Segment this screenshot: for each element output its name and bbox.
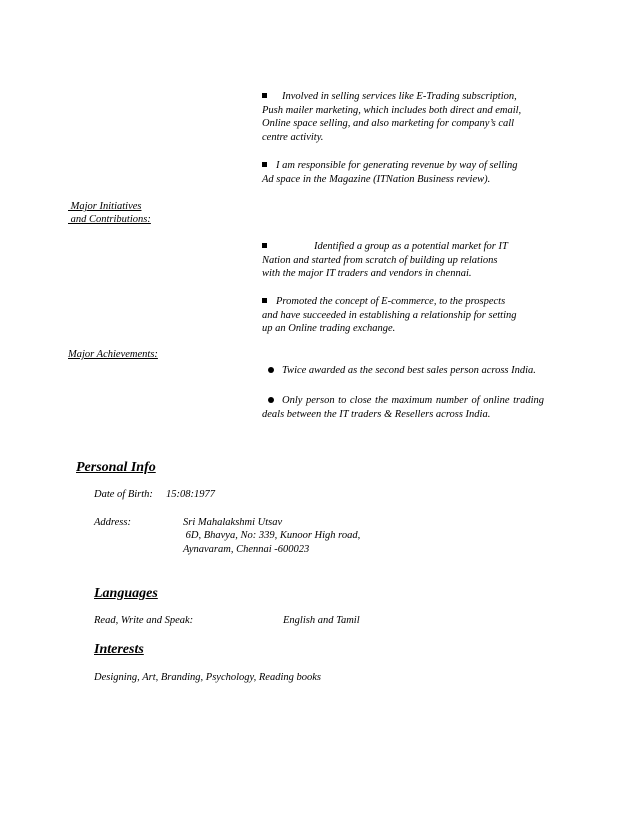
initiative-2-line-3: up an Online trading exchange. [262,323,396,334]
interests-heading: Interests [94,642,144,657]
initiative-2-line-2: and have succeeded in establishing a relationship for setting [262,309,517,321]
duty-1-line-1: Involved in selling services like E-Trading subscription, [282,91,517,102]
languages-label: Read, Write and Speak: [94,615,194,626]
bullet-dot-icon [268,367,274,373]
dob-value: 15:08:1977 [166,489,215,500]
bullet-square-icon [262,298,267,303]
initiative-2-line-1: Promoted the concept of E-commerce, to the prospects [276,296,506,307]
duty-1-line-2: Push mailer marketing, which includes both direct and email, [262,104,522,116]
initiative-1-line-2: Nation and started from scratch of building up relations [262,254,498,266]
duty-2-line-1: I am responsible for generating revenue by way of selling [276,160,518,171]
initiatives-label-line-2: and Contributions: [68,214,151,225]
duty-item-1 [262,90,548,144]
achievement-2-text: Only person to close the maximum number of online trading deals between the IT traders & Resellers across India. [262,395,544,420]
bullet-square-icon [262,93,267,98]
languages-value: English and Tamil [283,615,360,626]
initiative-item-1 [262,240,548,281]
duty-1-line-4: centre activity. [262,131,324,143]
address-label: Address: [94,517,131,528]
initiative-1-line-3: with the major IT traders and vendors in chennai. [262,268,472,279]
bullet-square-icon [262,162,267,167]
address-line-2: 6D, Bhavya, No: 339, Kunoor High road, [183,530,361,541]
dob-label: Date of Birth: [94,489,153,500]
bullet-square-icon [262,243,267,248]
address-line-3: Aynavaram, Chennai -600023 [183,544,310,555]
personal-info-heading: Personal Info [76,460,156,475]
languages-heading: Languages [94,586,158,601]
duty-item-2 [262,159,548,186]
achievement-item-1 [262,364,544,378]
achievements-label: Major Achievements: [68,349,158,360]
duty-1-line-3: Online space selling, and also marketing for company’s call [262,118,515,129]
initiatives-label-line-1: Major Initiatives [68,201,142,212]
achievement-item-2 [262,394,544,421]
initiative-1-line-1: Identified a group as a potential market for IT [314,241,508,252]
initiative-item-2 [262,295,548,336]
interests-value: Designing, Art, Branding, Psychology, Reading books [94,672,321,683]
bullet-dot-icon [268,397,274,403]
achievement-1-text: Twice awarded as the second best sales person across India. [282,365,536,376]
duty-2-line-2: Ad space in the Magazine (ITNation Business review). [262,173,491,185]
address-line-1: Sri Mahalakshmi Utsav [183,517,283,528]
